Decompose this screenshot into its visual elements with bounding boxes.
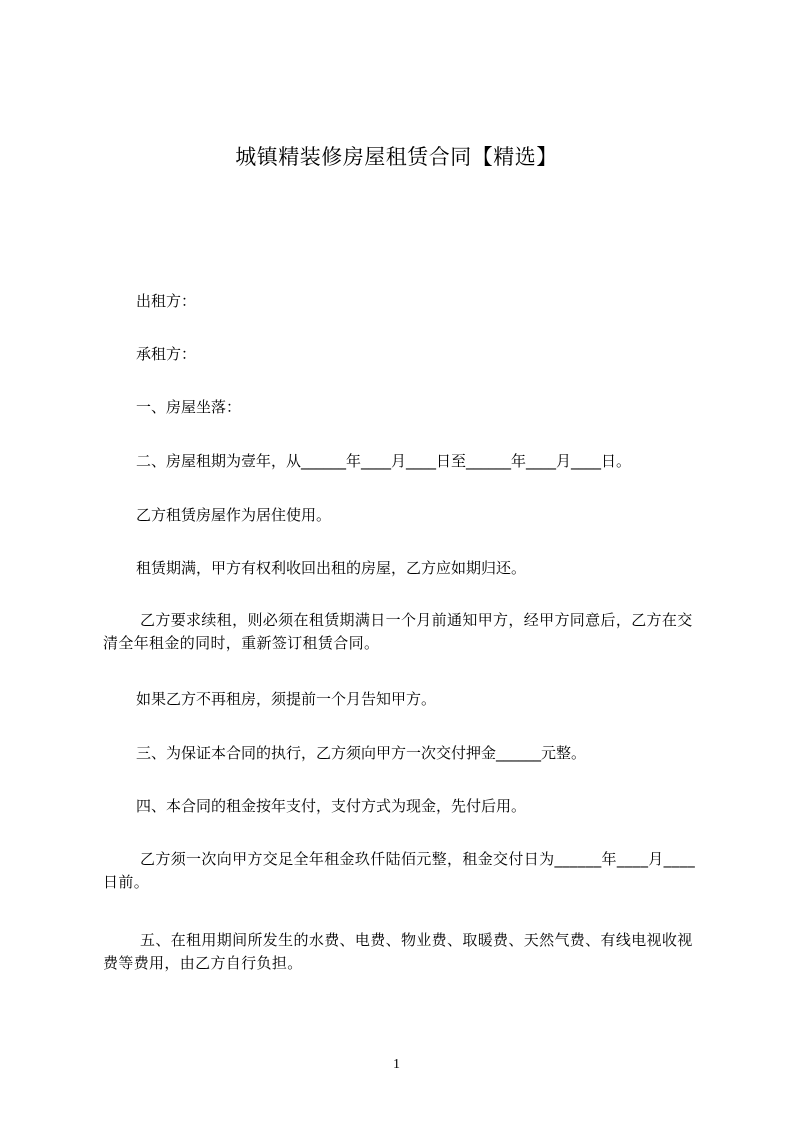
page-number: 1 (393, 1057, 400, 1072)
clause-2-termination-notice: 如果乙方不再租房，须提前一个月告知甲方。 (136, 690, 437, 708)
clause-5-fees: 五、在租用期间所发生的水费、电费、物业费、取暖费、天然气费、有线电视收视费等费用，由乙方自行负担。 (103, 931, 693, 972)
document-title: 城镇精装修房屋租赁合同【精选】 (235, 145, 558, 169)
lessor-line: 出租方： (136, 292, 197, 310)
clause-1-location: 一、房屋坐落： (136, 398, 242, 416)
clause-3-deposit: 三、为保证本合同的执行，乙方须向甲方一次交付押金______元整。 (136, 744, 587, 762)
clause-2-term: 二、房屋租期为壹年，从______年____月____日至______年____月____日。 (136, 452, 632, 470)
clause-2-expiry: 租赁期满，甲方有权利收回出租的房屋，乙方应如期归还。 (136, 559, 527, 577)
clause-4-rent-amount: 乙方须一次向甲方交足全年租金玖仟陆佰元整，租金交付日为______年____月____日前。 (103, 850, 696, 891)
clause-2-renewal: 乙方要求续租，则必须在租赁期满日一个月前通知甲方，经甲方同意后，乙方在交清全年租金的同时，重新签订租赁合同。 (103, 611, 693, 652)
clause-2-usage: 乙方租赁房屋作为居住使用。 (136, 506, 332, 524)
lessee-line: 承租方： (136, 345, 197, 363)
clause-4-payment: 四、本合同的租金按年支付，支付方式为现金，先付后用。 (136, 797, 527, 815)
